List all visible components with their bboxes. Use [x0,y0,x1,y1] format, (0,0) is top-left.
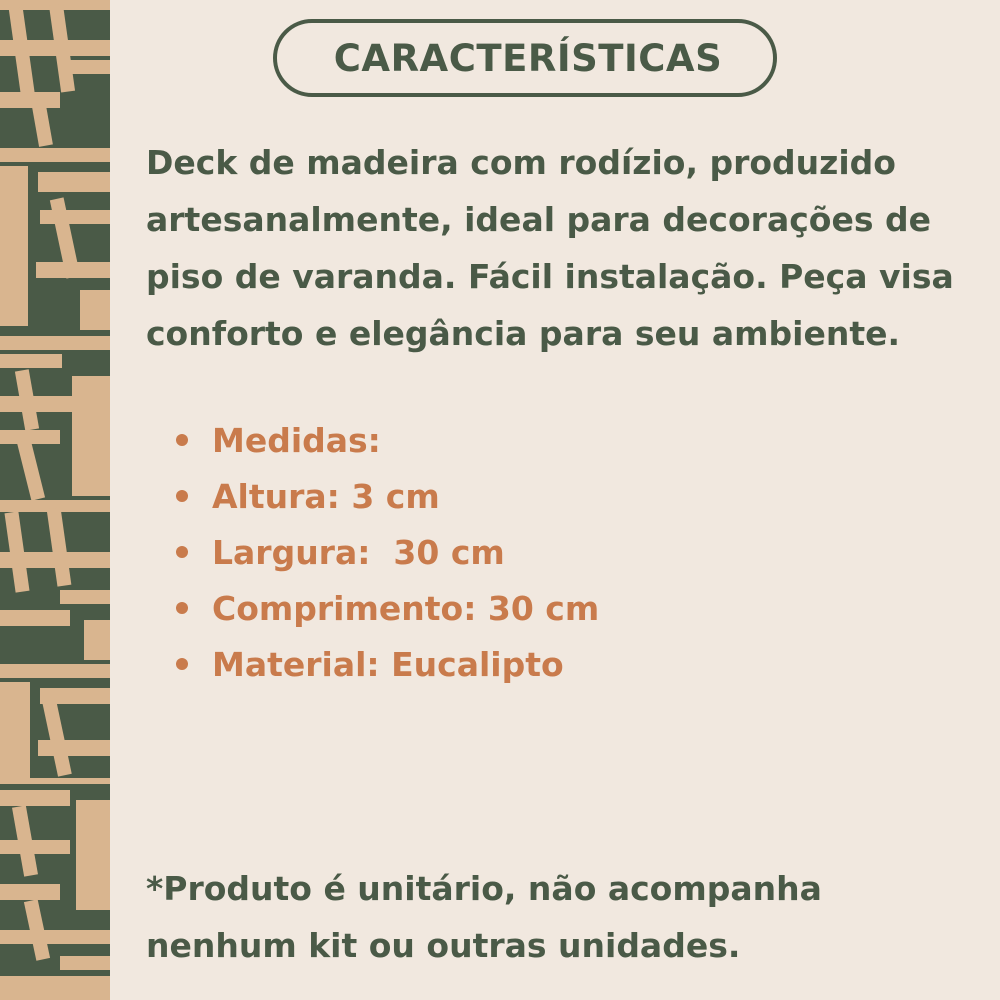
specs-list [176,412,599,692]
decorative-side-pattern [0,0,110,1000]
spec-text: Comprimento: 30 cm [212,588,600,628]
list-item [176,636,599,692]
bullet-icon [176,434,188,446]
bullet-icon [176,546,188,558]
title-pill [273,19,777,97]
disclaimer-note: *Produto é unitário, não acompanha nenhum kit ou outras unidades. [146,869,822,965]
product-description: Deck de madeira com rodízio, produzido artesanalmente, ideal para decorações de piso de varanda. Fácil instalação. Peça visa conforto e elegância para seu ambiente. [146,143,954,353]
bullet-icon [176,658,188,670]
spec-text: Material: Eucalipto [212,644,564,684]
spec-text: Altura: 3 cm [212,476,440,516]
spec-text: Largura: 30 cm [212,532,505,572]
list-item [176,524,599,580]
list-item [176,412,599,468]
list-item [176,580,599,636]
wood-pattern-graphic [0,0,110,1000]
spec-text: Medidas: [212,420,381,460]
page-title: CARACTERÍSTICAS [333,36,723,80]
bullet-icon [176,490,188,502]
list-item [176,468,599,524]
bullet-icon [176,602,188,614]
